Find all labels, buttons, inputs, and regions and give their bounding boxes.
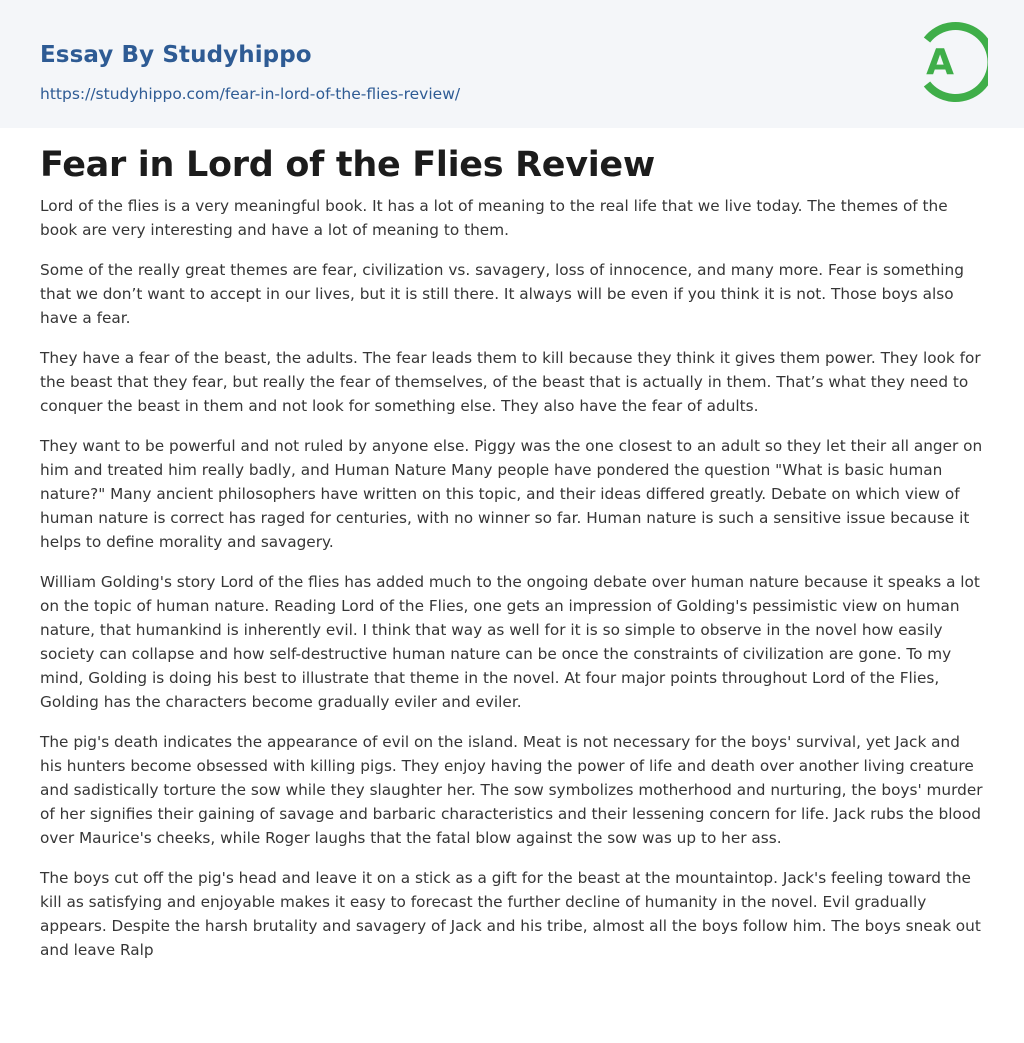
article-body <box>40 194 986 978</box>
site-brand[interactable]: Essay By Studyhippo <box>40 42 312 68</box>
paragraph-3: They have a fear of the beast, the adults. The fear leads them to kill because they think it gives them power. They look for the beast that they fear, but really the fear of themselves, of the beast that is actually in them. That’s what they need to conquer the beast in them and not look for something else. They also have the fear of adults. <box>40 349 981 415</box>
paragraph-1: Lord of the flies is a very meaningful book. It has a lot of meaning to the real life that we live today. The themes of the book are very interesting and have a lot of meaning to them. <box>40 197 948 239</box>
site-header <box>0 0 1024 128</box>
paragraph-2: Some of the really great themes are fear, civilization vs. savagery, loss of innocence, and many more. Fear is something that we don’t want to accept in our lives, but it is still there. It always will be even if you think it is not. Those boys also have a fear. <box>40 261 964 327</box>
logo-letter: A <box>926 42 954 83</box>
essay-url-link[interactable]: https://studyhippo.com/fear-in-lord-of-the-flies-review/ <box>40 85 461 103</box>
paragraph-7: The boys cut off the pig's head and leave it on a stick as a gift for the beast at the mountaintop. Jack's feeling toward the kill as satisfying and enjoyable makes it easy to forecast the further decline of humanity in the novel. Evil gradually appears. Despite the harsh brutality and savagery of Jack and his tribe, almost all the boys follow him. The boys sneak out and leave Ralp <box>40 869 981 959</box>
paragraph-4: They want to be powerful and not ruled by anyone else. Piggy was the one closest to an adult so they let their all anger on him and treated him really badly, and Human Nature Many people have pondered the question "What is basic human nature?" Many ancient philosophers have written on this topic, and their ideas differed greatly. Debate on which view of human nature is correct has raged for centuries, with no winner so far. Human nature is such a sensitive issue because it helps to define morality and savagery. <box>40 437 983 551</box>
studyhippo-logo-icon[interactable] <box>910 18 988 106</box>
paragraph-5: William Golding's story Lord of the flies has added much to the ongoing debate over human nature because it speaks a lot on the topic of human nature. Reading Lord of the Flies, one gets an impression of Golding's pessimistic view on human nature, that humankind is inherently evil. I think that way as well for it is so simple to observe in the novel how easily society can collapse and how self-destructive human nature can be once the constraints of civilization are gone. To my mind, Golding is doing his best to illustrate that theme in the novel. At four major points throughout Lord of the Flies, Golding has the characters become gradually eviler and eviler. <box>40 573 980 711</box>
paragraph-6: The pig's death indicates the appearance of evil on the island. Meat is not necessary for the boys' survival, yet Jack and his hunters become obsessed with killing pigs. They enjoy having the power of life and death over another living creature and sadistically torture the sow while they slaughter her. The sow symbolizes motherhood and nurturing, the boys' murder of her signifies their gaining of savage and barbaric characteristics and their lessening concern for life. Jack rubs the blood over Maurice's cheeks, while Roger laughs that the fatal blow against the sow was up to her ass. <box>40 733 983 847</box>
page-title: Fear in Lord of the Flies Review <box>40 145 655 185</box>
